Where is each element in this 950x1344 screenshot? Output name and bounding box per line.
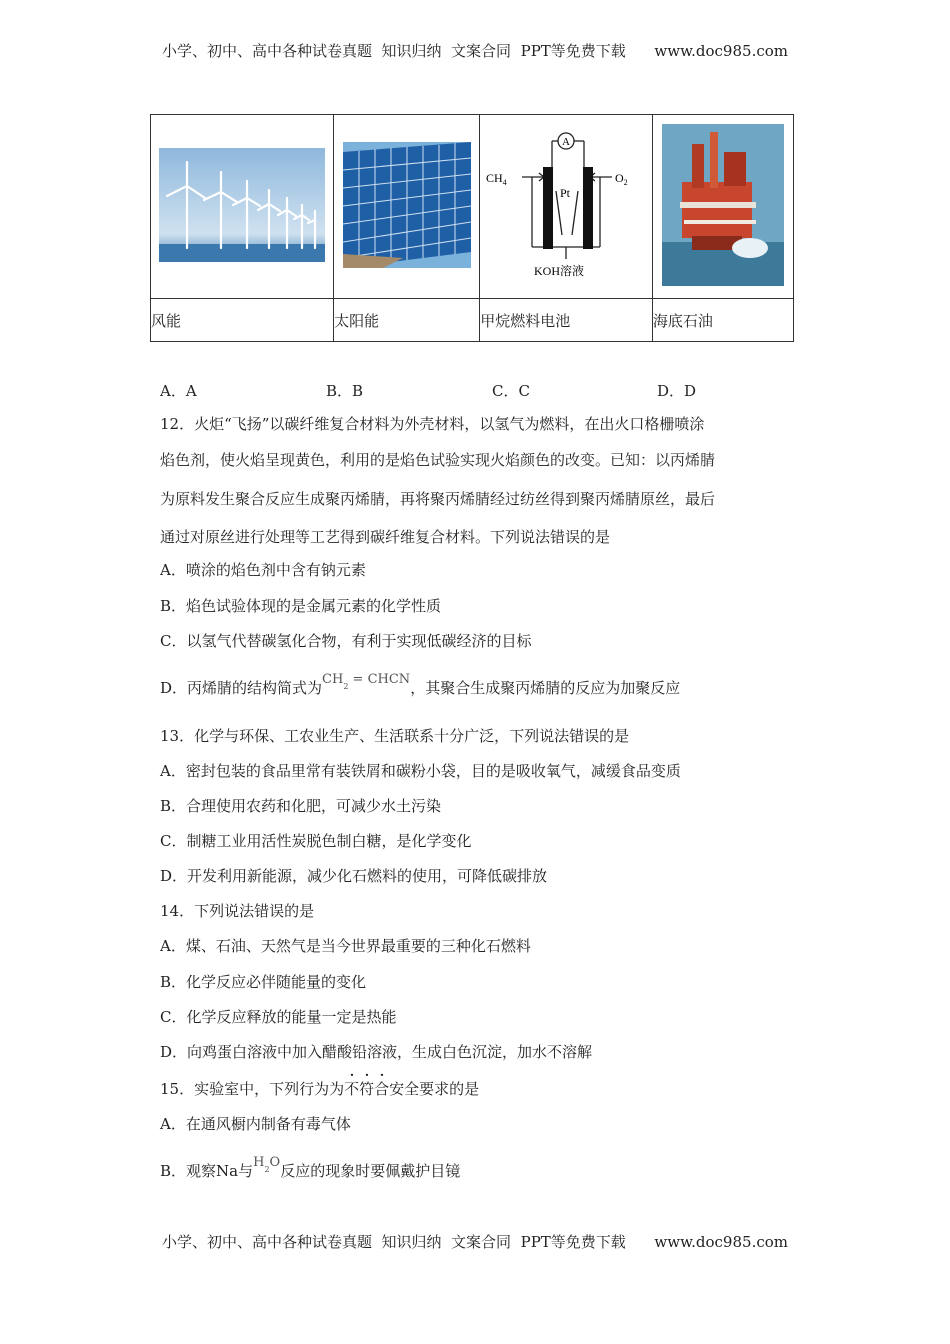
- methane-fuel-cell-diagram: [484, 125, 648, 285]
- q12-stem-line4: 通过对原丝进行处理等工艺得到碳纤维复合材料。下列说法错误的是: [160, 528, 611, 546]
- q13-stem: 13．化学与环保、工农业生产、生活联系十分广泛，下列说法错误的是: [160, 727, 630, 745]
- solar-panel-image: [343, 142, 471, 268]
- offshore-oil-image-cell: [652, 115, 793, 299]
- wind-turbines-image: [159, 148, 325, 262]
- q11-option-c[interactable]: C．C: [492, 382, 530, 400]
- q12-stem-line1: 12．火炬“飞扬”以碳纤维复合材料为外壳材料，以氢气为燃料，在出火口格栅喷涂: [160, 415, 705, 433]
- q12-stem-line3: 为原料发生聚合反应生成聚丙烯腈，再将聚丙烯腈经过纺丝得到聚丙烯腈原丝，最后: [160, 490, 716, 508]
- q11-option-d[interactable]: D．D: [657, 382, 697, 400]
- emphasis-dot-char: 不: [344, 1080, 360, 1098]
- q13-option-d[interactable]: D．开发利用新能源，减少化石燃料的使用，可降低碳排放: [160, 867, 548, 885]
- svg-text:CH4: $CH_4$: [486, 170, 507, 187]
- water-formula: $H_2O$: [253, 1155, 281, 1174]
- table-label-wind: 风能: [151, 299, 334, 342]
- table-label-oil: 海底石油: [652, 299, 793, 342]
- svg-text:O2: $O_2$: [615, 170, 628, 187]
- acrylonitrile-formula: $CH_2$ = CHCN: [322, 672, 411, 691]
- table-label-solar: 太阳能: [334, 299, 480, 342]
- wind-turbines-image-cell: [151, 115, 334, 299]
- q11-option-b[interactable]: B．B: [326, 382, 364, 400]
- q12-option-b[interactable]: B．焰色试验体现的是金属元素的化学性质: [160, 597, 442, 615]
- q14-option-c[interactable]: C．化学反应释放的能量一定是热能: [160, 1008, 397, 1026]
- energy-source-table: [150, 114, 794, 342]
- q14-option-b[interactable]: B．化学反应必伴随能量的变化: [160, 973, 367, 991]
- fuel-cell-diagram-cell: [480, 115, 653, 299]
- q15-stem: 15．实验室中，下列行为为不符合安全要求的是: [160, 1080, 480, 1098]
- offshore-oil-platform-image: [662, 124, 784, 286]
- emphasis-dot-char: 符: [359, 1080, 375, 1098]
- q12-option-a[interactable]: A．喷涂的焰色剂中含有钠元素: [160, 561, 366, 579]
- emphasis-dot-char: 合: [374, 1080, 390, 1098]
- q15-option-b[interactable]: B．观察Na与$H_2O$反应的现象时要佩戴护目镜: [160, 1155, 461, 1180]
- q13-option-a[interactable]: A．密封包装的食品里常有装铁屑和碳粉小袋，目的是吸收氧气，减缓食品变质: [160, 762, 681, 780]
- q13-option-c[interactable]: C．制糖工业用活性炭脱色制白糖，是化学变化: [160, 832, 472, 850]
- page-footer: 小学、初中、高中各种试卷真题 知识归纳 文案合同 PPT等免费下载 www.doc985.com: [161, 1233, 788, 1251]
- table-label-fuel-cell: 甲烷燃料电池: [480, 299, 653, 342]
- solar-panel-image-cell: [334, 115, 480, 299]
- q13-option-b[interactable]: B．合理使用农药和化肥，可减少水土污染: [160, 797, 442, 815]
- q12-stem-line2: 焰色剂，使火焰呈现黄色，利用的是焰色试验实现火焰颜色的改变。已知：以丙烯腈: [160, 451, 716, 469]
- svg-text:Pt: Pt: [560, 185, 571, 200]
- q14-option-d[interactable]: D．向鸡蛋白溶液中加入醋酸铅溶液，生成白色沉淀，加水不溶解: [160, 1043, 593, 1061]
- q11-option-a[interactable]: A．A: [160, 382, 197, 400]
- svg-text:KOH溶液: KOH溶液: [534, 263, 585, 278]
- q14-stem: 14．下列说法错误的是: [160, 902, 315, 920]
- q15-option-a[interactable]: A．在通风橱内制备有毒气体: [160, 1115, 351, 1133]
- q12-option-d-post: ，其聚合生成聚丙烯腈的反应为加聚反应: [410, 679, 681, 697]
- page-header: 小学、初中、高中各种试卷真题 知识归纳 文案合同 PPT等免费下载 www.doc985.com: [161, 42, 788, 60]
- q12-option-c[interactable]: C．以氢气代替碳氢化合物，有利于实现低碳经济的目标: [160, 632, 532, 650]
- q12-option-d-pre: D．丙烯腈的结构简式为: [160, 679, 323, 697]
- svg-text:A: A: [562, 135, 571, 148]
- q14-option-a[interactable]: A．煤、石油、天然气是当今世界最重要的三种化石燃料: [160, 937, 531, 955]
- q12-option-d[interactable]: [160, 672, 681, 707]
